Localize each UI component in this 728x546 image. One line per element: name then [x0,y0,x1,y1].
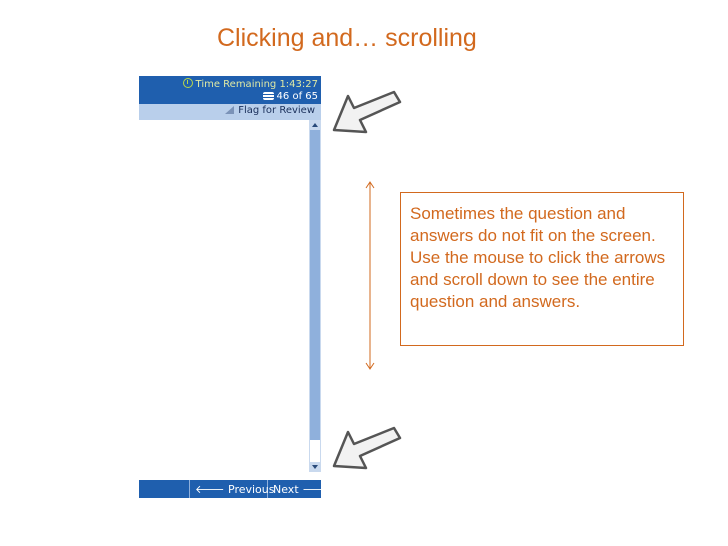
scroll-thumb[interactable] [310,440,320,462]
mouse-pointer-icon [330,424,402,472]
explanation-callout [400,192,684,346]
time-remaining-text: Time Remaining 1:43:27 [195,79,318,90]
arrow-right-icon: 🡒 [302,483,332,496]
slide-title: Clicking and… scrolling [217,24,477,52]
previous-button[interactable] [195,482,275,496]
question-counter [263,91,318,102]
flag-icon [225,106,234,114]
stack-icon [263,92,274,100]
footer-divider [189,480,190,498]
flag-for-review-label: Flag for Review [238,105,315,116]
mouse-pointer-icon [330,88,402,136]
previous-label: Previous [228,483,275,496]
exam-header [139,76,321,104]
flag-bar [139,104,321,120]
question-count-text: 46 of 65 [276,91,318,102]
double-arrow-icon [365,181,375,370]
flag-for-review-button[interactable] [225,105,315,119]
scroll-track[interactable] [310,130,320,462]
next-label: Next [273,483,299,496]
next-button[interactable] [273,482,332,496]
scroll-up-arrow-icon[interactable] [309,120,321,130]
vertical-scrollbar[interactable] [309,120,321,472]
time-remaining [183,78,318,90]
clock-icon [183,78,193,88]
arrow-left-icon: 🡐 [195,483,225,496]
exam-screen-panel [139,76,332,498]
navigation-footer [139,480,332,498]
callout-text: Sometimes the question and answers do not fit on the screen. Use the mouse to click the arrows and scroll down to see the entire question and answers. [410,204,666,311]
scroll-down-arrow-icon[interactable] [309,462,321,472]
